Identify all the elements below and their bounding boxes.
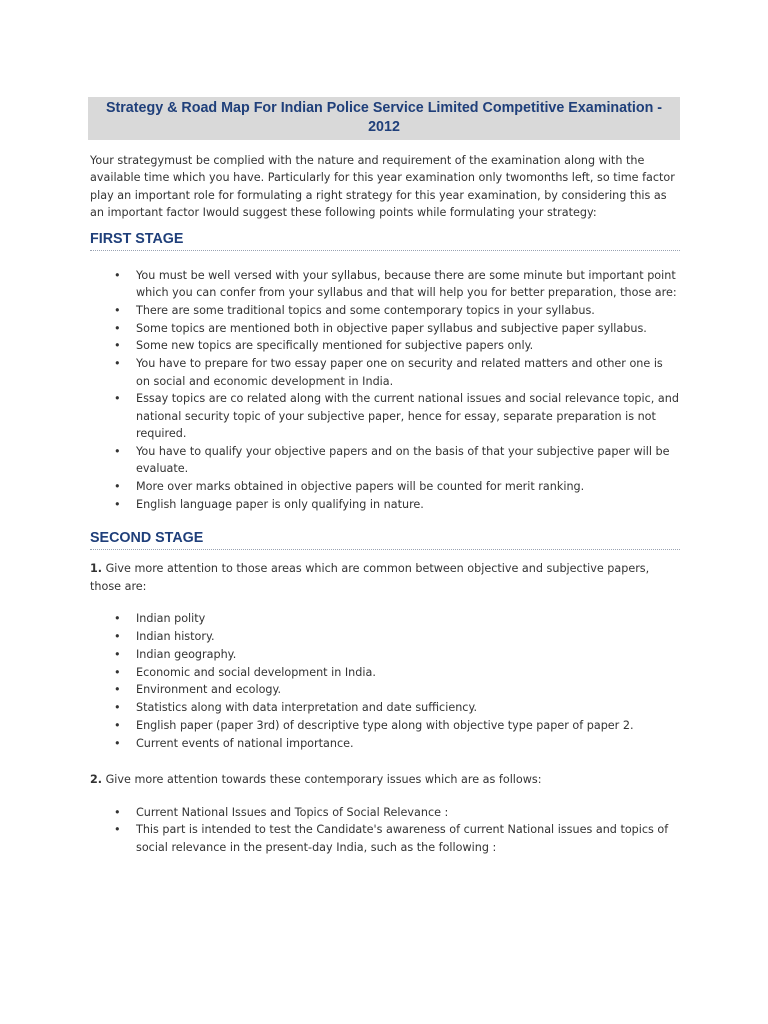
list-item: • Indian history. (88, 628, 680, 645)
first-stage-heading: FIRST STAGE (90, 230, 680, 251)
list-item: • Current National Issues and Topics of Social Relevance : (88, 804, 680, 821)
list-item: • This part is intended to test the Candidate's awareness of current National issues and topics of social relevance in the present-day India, such as the following : (88, 821, 680, 856)
point-text: Give more attention towards these contemporary issues which are as follows: (105, 773, 542, 787)
list-item: • Statistics along with data interpretation and date sufficiency. (88, 699, 680, 716)
list-item: • Essay topics are co related along with the current national issues and social relevance topic, and national security topic of your subjective paper, hence for essay, separate preparation is not required. (88, 390, 680, 442)
list-item: • Environment and ecology. (88, 681, 680, 698)
second-stage-point-2 (90, 771, 680, 788)
document-title: Strategy & Road Map For Indian Police Service Limited Competitive Examination - 2012 (88, 97, 680, 140)
second-stage-heading: SECOND STAGE (90, 529, 680, 550)
list-item: • English language paper is only qualifying in nature. (88, 496, 680, 513)
common-areas-list (88, 610, 680, 752)
list-item: • You must be well versed with your syllabus, because there are some minute but important point which you can confer from your syllabus and that will help you for better preparation, those are: (88, 267, 680, 302)
contemporary-issues-list (88, 804, 680, 857)
list-item: • There are some traditional topics and some contemporary topics in your syllabus. (88, 302, 680, 319)
list-item: • Economic and social development in India. (88, 664, 680, 681)
point-number: 1. (90, 562, 103, 576)
list-item: • Some new topics are specifically mentioned for subjective papers only. (88, 337, 680, 354)
list-item: • English paper (paper 3rd) of descriptive type along with objective type paper of paper 2. (88, 717, 680, 734)
list-item: • You have to qualify your objective papers and on the basis of that your subjective paper will be evaluate. (88, 443, 680, 478)
point-text: Give more attention to those areas which are common between objective and subjective papers, those are: (90, 562, 650, 593)
list-item: • Indian geography. (88, 646, 680, 663)
document-page (88, 97, 680, 857)
first-stage-list (88, 267, 680, 514)
list-item: • You have to prepare for two essay paper one on security and related matters and other one is on social and economic development in India. (88, 355, 680, 390)
list-item: • Indian polity (88, 610, 680, 627)
list-item: • Some topics are mentioned both in objective paper syllabus and subjective paper syllabus. (88, 320, 680, 337)
second-stage-point-1 (90, 560, 680, 595)
list-item: • More over marks obtained in objective papers will be counted for merit ranking. (88, 478, 680, 495)
point-number: 2. (90, 773, 103, 787)
list-item: • Current events of national importance. (88, 735, 680, 752)
intro-paragraph: Your strategymust be complied with the nature and requirement of the examination along with the available time which you have. Particularly for this year examination only twomonths left, so time factor play an important role for formulating a right strategy for this year examination, by considering this as an important factor Iwould suggest these following points while formulating your strategy: (90, 154, 675, 220)
